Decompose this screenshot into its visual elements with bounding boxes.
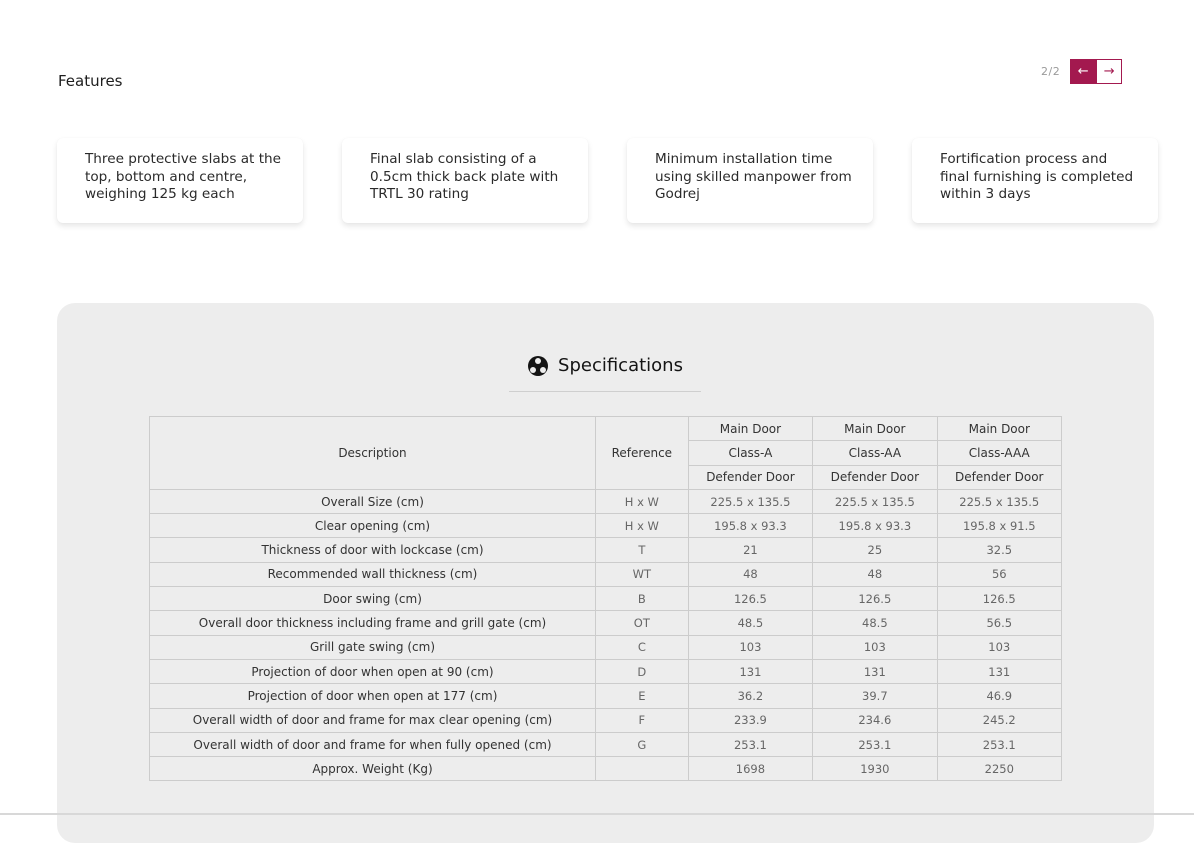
cell-value: 39.7 xyxy=(813,684,937,708)
cell-reference: F xyxy=(595,708,688,732)
cell-value: 56.5 xyxy=(937,611,1061,635)
cell-value: 253.1 xyxy=(688,732,812,756)
specifications-table xyxy=(149,416,1062,781)
cell-reference xyxy=(595,757,688,781)
cell-description: Overall Size (cm) xyxy=(150,489,596,513)
cell-value: 195.8 x 91.5 xyxy=(937,514,1061,538)
table-row xyxy=(150,635,1062,659)
cell-value: 253.1 xyxy=(813,732,937,756)
features-pager xyxy=(1041,59,1122,84)
cell-value: 253.1 xyxy=(937,732,1061,756)
arrow-right-icon: → xyxy=(1103,64,1115,79)
feature-card: Minimum installation time using skilled manpower from Godrej xyxy=(627,138,873,223)
cell-reference: B xyxy=(595,587,688,611)
cell-reference: C xyxy=(595,635,688,659)
cell-reference: H x W xyxy=(595,514,688,538)
cell-description: Recommended wall thickness (cm) xyxy=(150,562,596,586)
cell-reference: G xyxy=(595,732,688,756)
table-row xyxy=(150,708,1062,732)
header-cell: Defender Door xyxy=(813,465,937,489)
cell-description: Approx. Weight (Kg) xyxy=(150,757,596,781)
feature-card: Final slab consisting of a 0.5cm thick back plate with TRTL 30 rating xyxy=(342,138,588,223)
cell-value: 2250 xyxy=(937,757,1061,781)
table-header-row xyxy=(150,417,1062,441)
header-reference: Reference xyxy=(595,417,688,490)
cell-reference: D xyxy=(595,659,688,683)
cell-value: 131 xyxy=(688,659,812,683)
pager-count: 2/2 xyxy=(1041,65,1061,78)
specifications-title: Specifications xyxy=(558,355,683,376)
header-cell: Class-AA xyxy=(813,441,937,465)
header-description: Description xyxy=(150,417,596,490)
cell-value: 103 xyxy=(813,635,937,659)
cell-description: Grill gate swing (cm) xyxy=(150,635,596,659)
cell-value: 126.5 xyxy=(813,587,937,611)
table-row xyxy=(150,659,1062,683)
header-cell: Defender Door xyxy=(937,465,1061,489)
features-heading: Features xyxy=(58,72,123,90)
cell-value: 103 xyxy=(937,635,1061,659)
cell-value: 126.5 xyxy=(688,587,812,611)
cell-description: Overall door thickness including frame and grill gate (cm) xyxy=(150,611,596,635)
cell-value: 56 xyxy=(937,562,1061,586)
cell-value: 225.5 x 135.5 xyxy=(688,489,812,513)
cell-reference: T xyxy=(595,538,688,562)
cell-value: 233.9 xyxy=(688,708,812,732)
header-cell: Class-A xyxy=(688,441,812,465)
table-row xyxy=(150,587,1062,611)
film-reel-icon xyxy=(528,356,548,376)
cell-value: 245.2 xyxy=(937,708,1061,732)
cell-description: Overall width of door and frame for max clear opening (cm) xyxy=(150,708,596,732)
feature-cards xyxy=(57,138,1158,223)
table-row xyxy=(150,757,1062,781)
cell-value: 195.8 x 93.3 xyxy=(813,514,937,538)
cell-reference: OT xyxy=(595,611,688,635)
cell-value: 21 xyxy=(688,538,812,562)
cell-value: 36.2 xyxy=(688,684,812,708)
header-cell: Defender Door xyxy=(688,465,812,489)
cell-value: 103 xyxy=(688,635,812,659)
cell-description: Clear opening (cm) xyxy=(150,514,596,538)
header-cell: Main Door xyxy=(688,417,812,441)
heading-divider xyxy=(509,391,701,392)
cell-value: 48 xyxy=(688,562,812,586)
cell-value: 1698 xyxy=(688,757,812,781)
cell-value: 48.5 xyxy=(688,611,812,635)
cell-value: 25 xyxy=(813,538,937,562)
cell-value: 225.5 x 135.5 xyxy=(937,489,1061,513)
cell-value: 126.5 xyxy=(937,587,1061,611)
cell-description: Overall width of door and frame for when fully opened (cm) xyxy=(150,732,596,756)
cell-description: Door swing (cm) xyxy=(150,587,596,611)
cell-reference: H x W xyxy=(595,489,688,513)
cell-reference: E xyxy=(595,684,688,708)
table-row xyxy=(150,514,1062,538)
cell-reference: WT xyxy=(595,562,688,586)
cell-value: 195.8 x 93.3 xyxy=(688,514,812,538)
table-row xyxy=(150,732,1062,756)
cell-description: Thickness of door with lockcase (cm) xyxy=(150,538,596,562)
table-row xyxy=(150,684,1062,708)
next-button[interactable] xyxy=(1096,59,1122,84)
cell-value: 32.5 xyxy=(937,538,1061,562)
header-cell: Main Door xyxy=(937,417,1061,441)
feature-card: Three protective slabs at the top, bottom and centre, weighing 125 kg each xyxy=(57,138,303,223)
specifications-heading xyxy=(57,355,1154,376)
table-row xyxy=(150,562,1062,586)
feature-card: Fortification process and final furnishing is completed within 3 days xyxy=(912,138,1158,223)
cell-value: 225.5 x 135.5 xyxy=(813,489,937,513)
arrow-left-icon: ← xyxy=(1077,64,1089,79)
cell-value: 1930 xyxy=(813,757,937,781)
cell-description: Projection of door when open at 177 (cm) xyxy=(150,684,596,708)
header-cell: Class-AAA xyxy=(937,441,1061,465)
cell-value: 48 xyxy=(813,562,937,586)
cell-value: 234.6 xyxy=(813,708,937,732)
table-row xyxy=(150,538,1062,562)
table-row xyxy=(150,489,1062,513)
prev-button[interactable] xyxy=(1070,59,1096,84)
cell-value: 48.5 xyxy=(813,611,937,635)
cell-value: 131 xyxy=(937,659,1061,683)
cell-value: 131 xyxy=(813,659,937,683)
specifications-panel xyxy=(57,303,1154,843)
header-cell: Main Door xyxy=(813,417,937,441)
table-row xyxy=(150,611,1062,635)
cell-description: Projection of door when open at 90 (cm) xyxy=(150,659,596,683)
cell-value: 46.9 xyxy=(937,684,1061,708)
